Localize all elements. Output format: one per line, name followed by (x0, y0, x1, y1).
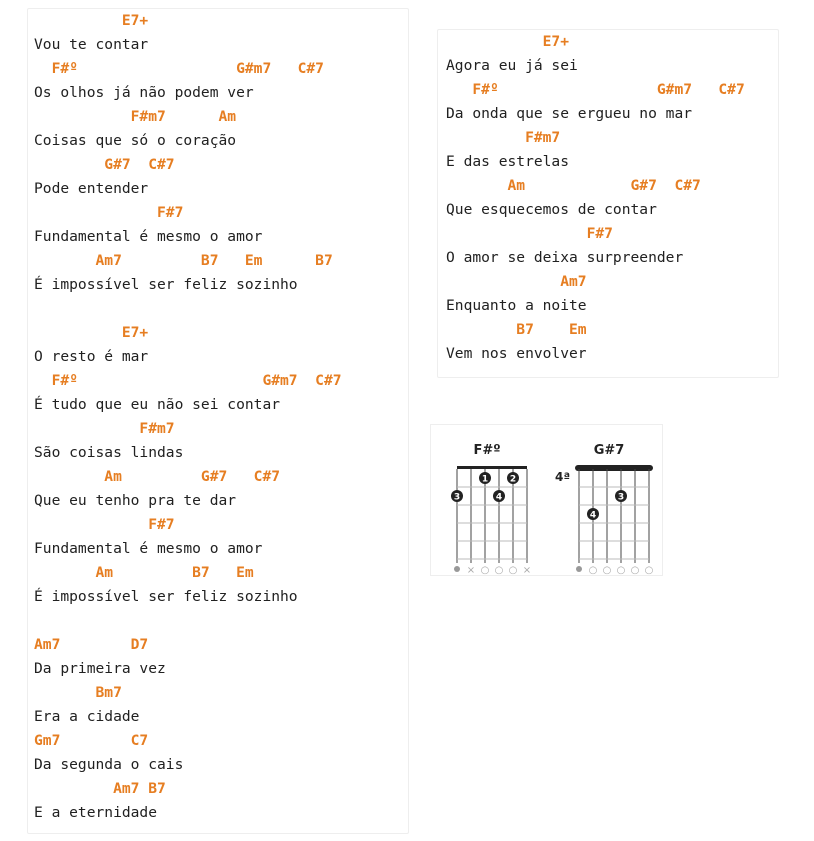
song-lines (446, 30, 745, 366)
finger-number: 3 (453, 492, 461, 503)
chord-line[interactable]: Am G#7 C#7 (446, 177, 701, 194)
muted-string-mark: × (522, 565, 532, 575)
lyric-line: Da segunda o cais (34, 756, 184, 773)
open-string-mark: ○ (630, 565, 640, 575)
lyric-line: Vou te contar (34, 36, 149, 53)
chord-line[interactable]: Gm7 C7 (34, 732, 149, 749)
song-column-2 (437, 29, 779, 378)
finger-number: 4 (495, 492, 503, 503)
chord-line[interactable]: Am7 (446, 273, 587, 290)
chord-line[interactable]: Am7 B7 (34, 780, 166, 797)
chord-line[interactable]: F#m7 Am (34, 108, 237, 125)
lyric-line: Que eu tenho pra te dar (34, 492, 237, 509)
lyric-line: E a eternidade (34, 804, 158, 821)
lyric-line: O resto é mar (34, 348, 149, 365)
lyric-line: Fundamental é mesmo o amor (34, 228, 263, 245)
finger-number: 3 (617, 492, 625, 503)
chord-diagram-fdim[interactable] (437, 425, 537, 575)
chord-line[interactable]: F#º G#m7 C#7 (446, 81, 745, 98)
lyric-line: São coisas lindas (34, 444, 184, 461)
lyric-line: Da primeira vez (34, 660, 166, 677)
song-lines (34, 9, 342, 825)
chord-diagrams-panel (430, 424, 663, 576)
blank-line (34, 297, 342, 321)
lyric-line: Pode entender (34, 180, 149, 197)
lyric-line: Agora eu já sei (446, 57, 578, 74)
chord-line[interactable]: F#º G#m7 C#7 (34, 372, 342, 389)
bass-string-dot (576, 566, 582, 572)
finger-number: 4 (589, 510, 597, 521)
chord-line[interactable]: Am B7 Em (34, 564, 254, 581)
chord-line[interactable]: F#7 (34, 204, 184, 221)
chord-line[interactable]: Am7 B7 Em B7 (34, 252, 333, 269)
lyric-line: Da onda que se ergueu no mar (446, 105, 693, 122)
lyric-line: É impossível ser feliz sozinho (34, 588, 298, 605)
chord-line[interactable]: E7+ (446, 33, 570, 50)
lyric-line: Coisas que só o coração (34, 132, 237, 149)
barre-bar (575, 465, 653, 471)
lyric-line: E das estrelas (446, 153, 570, 170)
chord-line[interactable]: F#º G#m7 C#7 (34, 60, 324, 77)
chord-line[interactable]: B7 Em (446, 321, 587, 338)
chord-line[interactable]: F#7 (446, 225, 613, 242)
lyric-line: Que esquecemos de contar (446, 201, 657, 218)
open-string-mark: ○ (602, 565, 612, 575)
chord-diagram-name: G#7 (593, 443, 625, 458)
open-string-mark: ○ (588, 565, 598, 575)
chord-line[interactable]: Am G#7 C#7 (34, 468, 281, 485)
lyric-line: Enquanto a noite (446, 297, 587, 314)
chord-diagram-g-sharp-7[interactable] (555, 425, 659, 575)
open-string-mark: ○ (616, 565, 626, 575)
nut (457, 466, 527, 469)
lyric-line: O amor se deixa surpreender (446, 249, 684, 266)
lyric-line: Era a cidade (34, 708, 140, 725)
chord-line[interactable]: F#m7 (34, 420, 175, 437)
open-string-mark: ○ (494, 565, 504, 575)
lyric-line: É impossível ser feliz sozinho (34, 276, 298, 293)
chord-line[interactable]: E7+ (34, 324, 149, 341)
chord-line[interactable]: Bm7 (34, 684, 122, 701)
open-string-mark: ○ (644, 565, 654, 575)
open-string-mark: ○ (480, 565, 490, 575)
chord-line[interactable]: G#7 C#7 (34, 156, 175, 173)
finger-number: 2 (509, 474, 517, 485)
lyric-line: Os olhos já não podem ver (34, 84, 254, 101)
open-string-mark: ○ (508, 565, 518, 575)
muted-string-mark: × (466, 565, 476, 575)
chord-line[interactable]: E7+ (34, 12, 149, 29)
chord-line[interactable]: F#m7 (446, 129, 561, 146)
blank-line (34, 609, 342, 633)
chord-diagram-name: F#º (473, 443, 501, 458)
lyric-line: Vem nos envolver (446, 345, 587, 362)
lyric-line: É tudo que eu não sei contar (34, 396, 281, 413)
lyric-line: Fundamental é mesmo o amor (34, 540, 263, 557)
bass-string-dot (454, 566, 460, 572)
finger-number: 1 (481, 474, 489, 485)
chord-line[interactable]: F#7 (34, 516, 175, 533)
song-column-1 (27, 8, 409, 834)
chord-line[interactable]: Am7 D7 (34, 636, 149, 653)
fret-position-label: 4ª (555, 470, 571, 484)
